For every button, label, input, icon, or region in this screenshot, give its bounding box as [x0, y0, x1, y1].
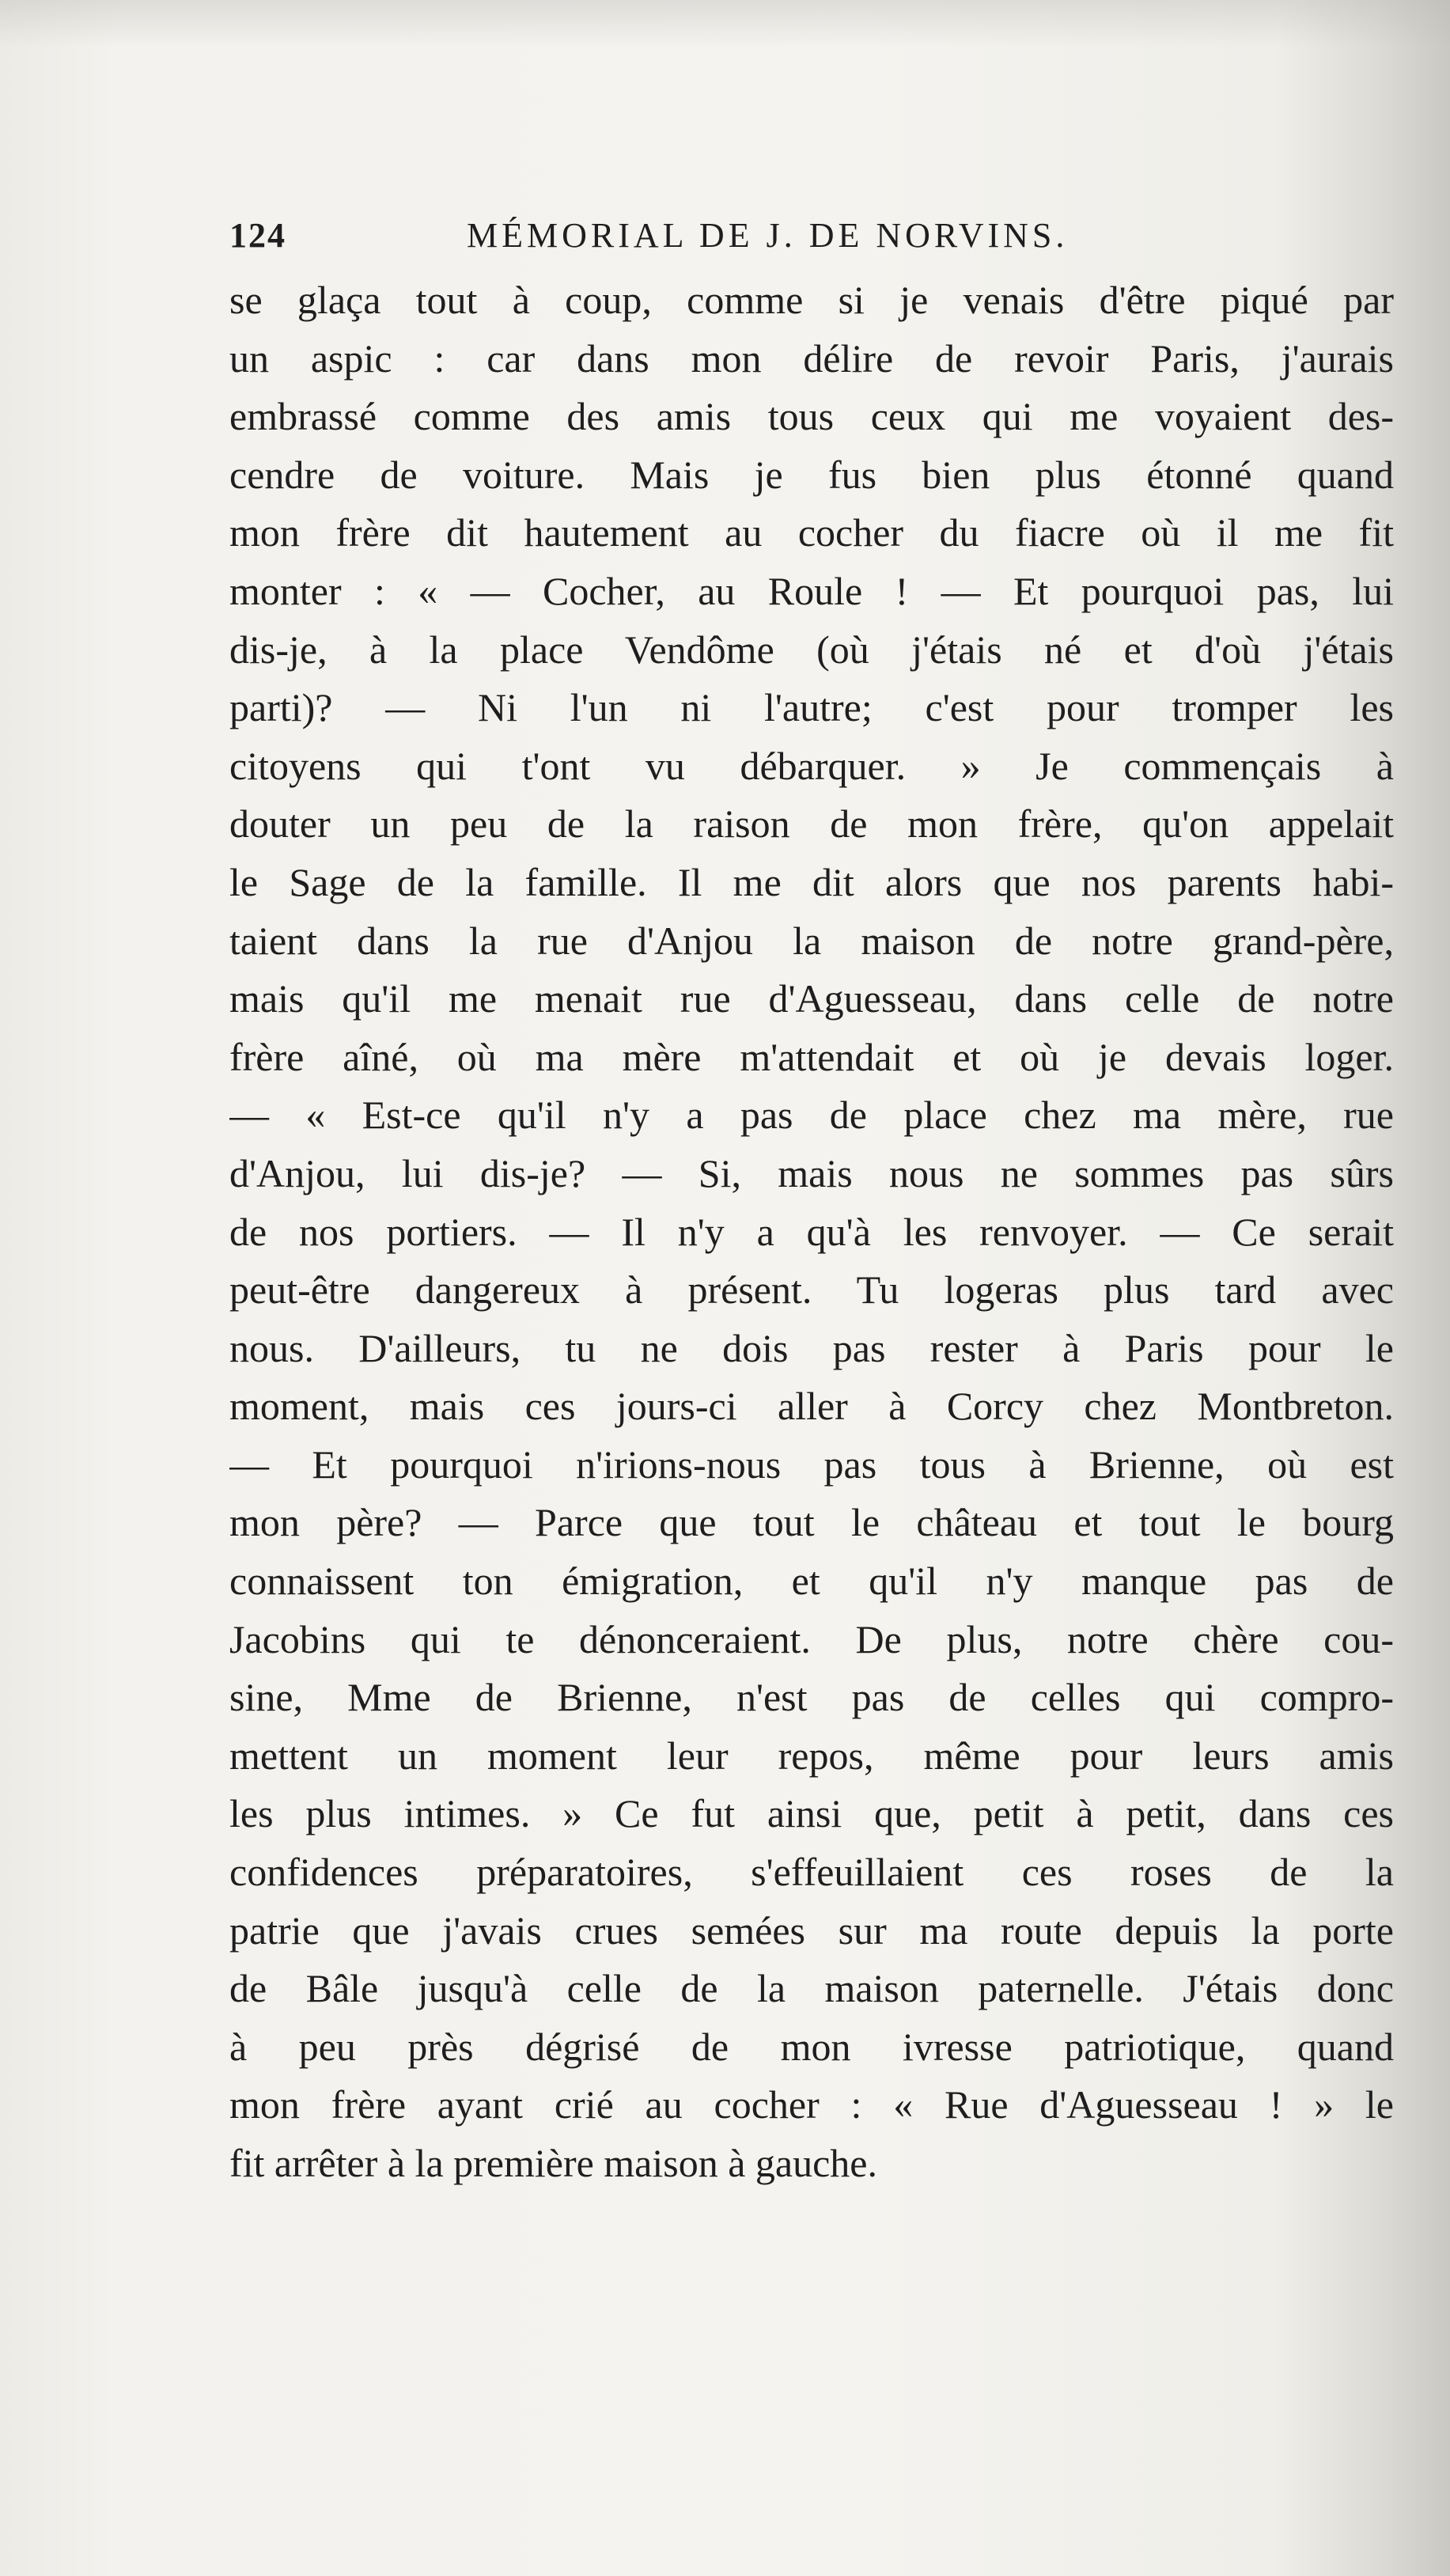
text-line: connaissent ton émigration, et qu'il n'y manque pas de [229, 1559, 1394, 1604]
text-line: Jacobins qui te dénonceraient. De plus, notre chère cou- [229, 1616, 1394, 1661]
text-line: moment, mais ces jours-ci aller à Corcy chez Montbreton. [229, 1384, 1394, 1429]
text-line: douter un peu de la raison de mon frère, qu'on appelait [229, 801, 1394, 847]
text-line: mais qu'il me menait rue d'Aguesseau, dans celle de notre [229, 976, 1394, 1021]
text-line: patrie que j'avais crues semées sur ma route depuis la porte [229, 1907, 1394, 1953]
body-text [229, 271, 1394, 2193]
text-line: de Bâle jusqu'à celle de la maison paternelle. J'étais donc [229, 1966, 1394, 2011]
text-line: se glaça tout à coup, comme si je venais d'être piqué par [229, 278, 1394, 322]
text-line: le Sage de la famille. Il me dit alors que nos parents habi- [229, 859, 1394, 904]
text-line: nous. D'ailleurs, tu ne dois pas rester à Paris pour le [229, 1325, 1394, 1370]
text-line: peut-être dangereux à présent. Tu logeras plus tard avec [229, 1267, 1394, 1313]
text-line: confidences préparatoires, s'effeuillaient ces roses de la [229, 1850, 1394, 1895]
running-header [229, 215, 1163, 263]
text-line: sine, Mme de Brienne, n'est pas de celles qui compro- [229, 1675, 1394, 1720]
text-line: un aspic : car dans mon délire de revoir Paris, j'aurais [229, 335, 1394, 381]
text-line: mettent un moment leur repos, même pour leurs amis [229, 1733, 1394, 1778]
text-line: mon frère dit hautement au cocher du fiacre où il me fit [229, 510, 1394, 555]
text-line: dis-je, à la place Vendôme (où j'étais né et d'où j'étais [229, 627, 1394, 672]
text-line: fit arrêter à la première maison à gauche. [229, 2141, 877, 2185]
text-line: citoyens qui t'ont vu débarquer. » Je commençais à [229, 743, 1394, 788]
text-line: — Et pourquoi n'irions-nous pas tous à Brienne, où est [229, 1441, 1394, 1487]
text-line: cendre de voiture. Mais je fus bien plus étonné quand [229, 452, 1394, 497]
text-line: taient dans la rue d'Anjou la maison de notre grand-père, [229, 918, 1394, 963]
text-line: — « Est-ce qu'il n'y a pas de place chez ma mère, rue [229, 1093, 1394, 1138]
text-line: d'Anjou, lui dis-je? — Si, mais nous ne sommes pas sûrs [229, 1150, 1394, 1195]
text-line: monter : « — Cocher, au Roule ! — Et pourquoi pas, lui [229, 568, 1394, 613]
text-line: frère aîné, où ma mère m'attendait et où je devais loger. [229, 1034, 1394, 1079]
running-title: MÉMORIAL DE J. DE NORVINS. [467, 216, 1069, 255]
text-line: mon père? — Parce que tout le château et tout le bourg [229, 1500, 1394, 1545]
text-line: à peu près dégrisé de mon ivresse patriotique, quand [229, 2024, 1394, 2069]
page-number: 124 [229, 216, 286, 255]
text-line: mon frère ayant crié au cocher : « Rue d'Aguesseau ! » le [229, 2082, 1394, 2127]
text-line: parti)? — Ni l'un ni l'autre; c'est pour tromper les [229, 685, 1394, 730]
text-line: embrassé comme des amis tous ceux qui me voyaient des- [229, 394, 1394, 439]
text-line: de nos portiers. — Il n'y a qu'à les renvoyer. — Ce serait [229, 1209, 1394, 1254]
text-line: les plus intimes. » Ce fut ainsi que, petit à petit, dans ces [229, 1791, 1394, 1836]
scan-shadow [0, 0, 1450, 47]
